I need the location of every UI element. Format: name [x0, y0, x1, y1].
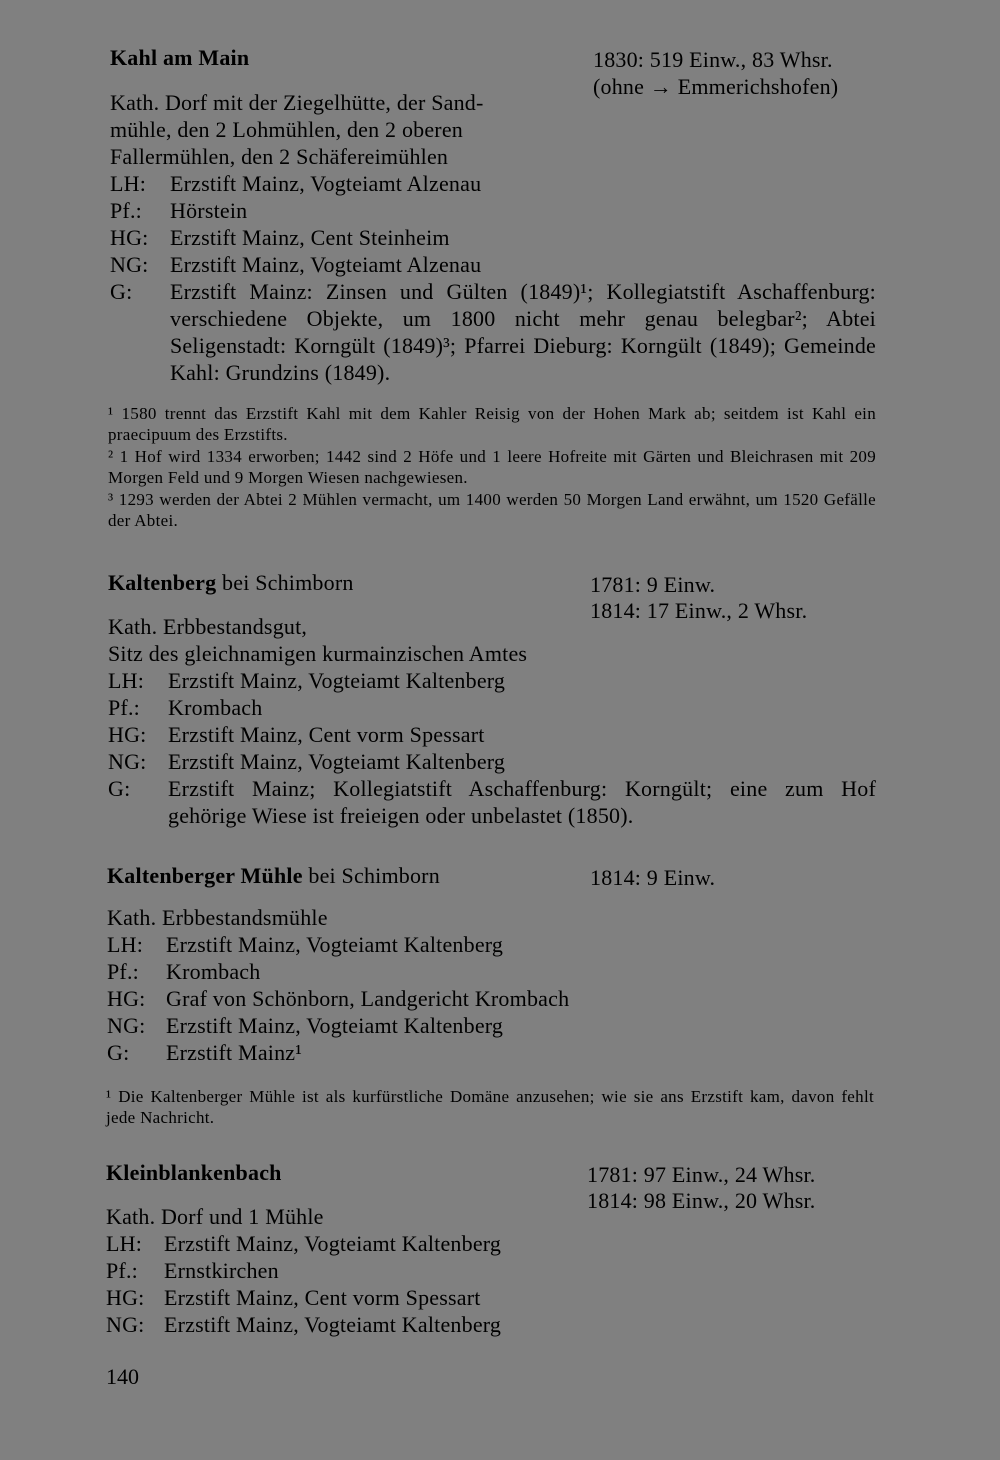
label-hg: HG:	[108, 722, 147, 747]
population-note: (ohne → Emmerichshofen)	[593, 74, 839, 99]
population-stat: 1781: 97 Einw., 24 Whsr.	[587, 1162, 816, 1187]
value-ng: Erzstift Mainz, Vogteiamt Kaltenberg	[166, 1013, 504, 1038]
label-pf: Pf.:	[107, 959, 139, 984]
label-ng: NG:	[108, 749, 147, 774]
value-g: Erzstift Mainz¹	[166, 1040, 303, 1065]
label-g: G:	[110, 279, 133, 304]
value-lh: Erzstift Mainz, Vogteiamt Kaltenberg	[164, 1231, 502, 1256]
value-pf: Ernstkirchen	[164, 1258, 279, 1283]
description-line: Kath. Dorf mit der Ziegelhütte, der Sand-	[110, 90, 484, 115]
page-number: 140	[106, 1364, 139, 1389]
value-hg: Graf von Schönborn, Landgericht Krombach	[166, 986, 570, 1011]
entry-title: Kleinblankenbach	[106, 1160, 282, 1185]
label-pf: Pf.:	[110, 198, 142, 223]
value-pf: Krombach	[168, 695, 263, 720]
footnote: ³ 1293 werden der Abtei 2 Mühlen vermacht, um 1400 werden 50 Morgen Land erwähnt, um 1520 Gefälle der Abtei.	[108, 490, 876, 530]
value-lh: Erzstift Mainz, Vogteiamt Kaltenberg	[166, 932, 504, 957]
population-stat: 1814: 9 Einw.	[590, 865, 716, 890]
label-ng: NG:	[106, 1312, 145, 1337]
population-stat: 1781: 9 Einw.	[590, 572, 716, 597]
value-g: Erzstift Mainz: Zinsen und Gülten (1849)¹; Kollegiatstift Aschaffenburg: verschiedene Objekte, um 1800 nicht mehr genau belegbar²; Abtei Seligenstadt: Korngült (1849)³; Pfarrei Dieburg: Korngült (1849); Gemeinde Kahl: Grundzins (1849).	[170, 279, 876, 385]
value-hg: Erzstift Mainz, Cent vorm Spessart	[164, 1285, 481, 1310]
label-lh: LH:	[110, 171, 147, 196]
value-hg: Erzstift Mainz, Cent vorm Spessart	[168, 722, 485, 747]
label-ng: NG:	[107, 1013, 146, 1038]
label-pf: Pf.:	[108, 695, 140, 720]
label-pf: Pf.:	[106, 1258, 138, 1283]
value-ng: Erzstift Mainz, Vogteiamt Kaltenberg	[164, 1312, 502, 1337]
entry-title: Kaltenberger Mühle bei Schimborn	[107, 863, 440, 888]
description-line: Kath. Erbbestandsgut,	[108, 614, 308, 639]
footnote: ² 1 Hof wird 1334 erworben; 1442 sind 2 Höfe und 1 leere Hofreite mit Gärten und Bleichrasen mit 209 Morgen Feld und 9 Morgen Wiesen nachgewiesen.	[108, 447, 876, 487]
description-line: mühle, den 2 Lohmühlen, den 2 oberen	[110, 117, 464, 142]
entry-title: Kahl am Main	[110, 45, 250, 70]
label-ng: NG:	[110, 252, 149, 277]
description-line: Fallermühlen, den 2 Schäfereimühlen	[110, 144, 449, 169]
value-ng: Erzstift Mainz, Vogteiamt Alzenau	[170, 252, 482, 277]
label-g: G:	[108, 776, 131, 801]
label-hg: HG:	[107, 986, 146, 1011]
label-hg: HG:	[110, 225, 149, 250]
label-g: G:	[107, 1040, 130, 1065]
entry-title: Kaltenberg bei Schimborn	[108, 570, 354, 595]
population-stat: 1814: 17 Einw., 2 Whsr.	[590, 598, 808, 623]
label-lh: LH:	[107, 932, 144, 957]
value-lh: Erzstift Mainz, Vogteiamt Alzenau	[170, 171, 482, 196]
population-stat: 1814: 98 Einw., 20 Whsr.	[587, 1188, 816, 1213]
value-hg: Erzstift Mainz, Cent Steinheim	[170, 225, 450, 250]
value-g: Erzstift Mainz; Kollegiatstift Aschaffenburg: Korngült; eine zum Hof gehörige Wiese ist freieigen oder unbelastet (1850).	[168, 776, 876, 828]
footnote: ¹ 1580 trennt das Erzstift Kahl mit dem Kahler Reisig von der Hohen Mark ab; seitdem ist Kahl ein praecipuum des Erzstifts.	[108, 404, 876, 444]
label-hg: HG:	[106, 1285, 145, 1310]
description-line: Kath. Dorf und 1 Mühle	[106, 1204, 324, 1229]
description-line: Sitz des gleichnamigen kurmainzischen Amtes	[108, 641, 528, 666]
value-pf: Krombach	[166, 959, 261, 984]
value-pf: Hörstein	[170, 198, 248, 223]
description-line: Kath. Erbbestandsmühle	[107, 905, 328, 930]
label-lh: LH:	[108, 668, 145, 693]
value-lh: Erzstift Mainz, Vogteiamt Kaltenberg	[168, 668, 506, 693]
footnote: ¹ Die Kaltenberger Mühle ist als kurfürstliche Domäne anzusehen; wie sie ans Erzstift kam, davon fehlt jede Nachricht.	[106, 1087, 874, 1127]
label-lh: LH:	[106, 1231, 143, 1256]
value-ng: Erzstift Mainz, Vogteiamt Kaltenberg	[168, 749, 506, 774]
population-stat: 1830: 519 Einw., 83 Whsr.	[593, 47, 833, 72]
